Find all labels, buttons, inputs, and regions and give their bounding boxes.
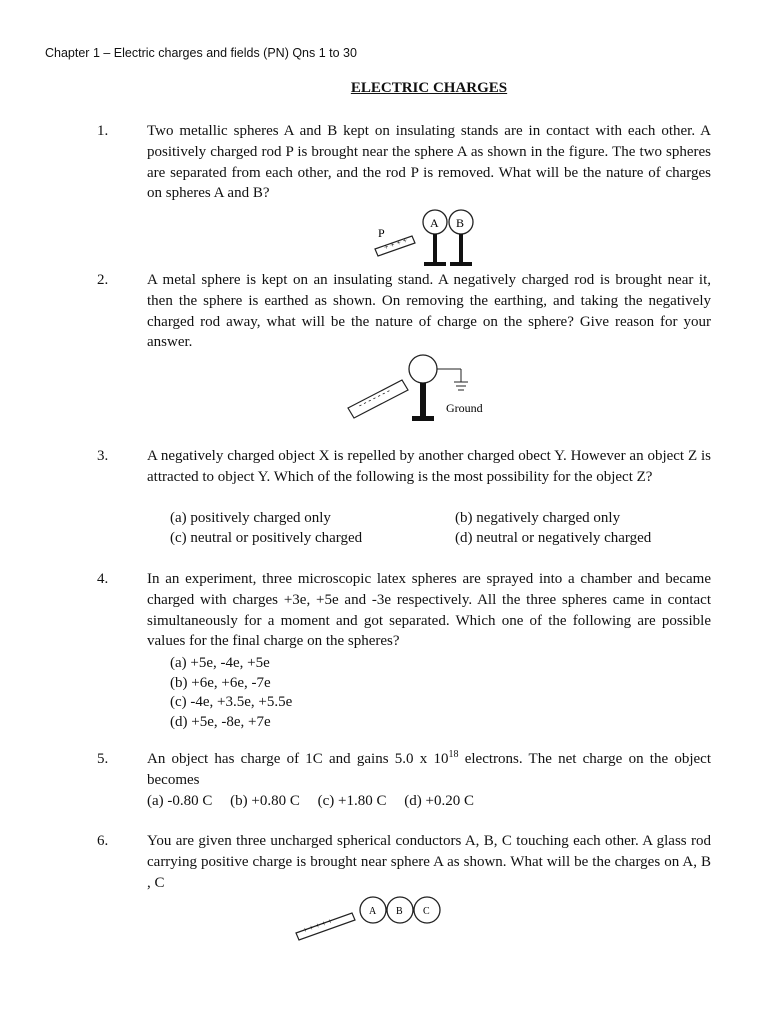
question-text <box>147 749 711 791</box>
stand-b <box>459 234 463 264</box>
question-number: 2. <box>97 272 109 288</box>
stand-base <box>412 416 434 421</box>
question-number: 6. <box>97 833 109 849</box>
insulating-stand <box>420 383 426 417</box>
figure-rod-two-spheres <box>360 205 490 270</box>
option-d: (d) +0.20 C <box>404 793 474 809</box>
stand-b-base <box>450 262 472 266</box>
options <box>147 791 488 812</box>
options <box>170 653 292 731</box>
ground-label: Ground <box>446 401 483 415</box>
option-c: (c) -4e, +3.5e, +5.5e <box>170 694 293 710</box>
option-d: (d) neutral or negatively charged <box>455 530 652 546</box>
rod-charges: - - - - - - - <box>356 385 392 410</box>
figure-three-spheres <box>290 893 450 945</box>
page-header: Chapter 1 – Electric charges and fields (PN) Qns 1 to 30 <box>45 46 357 60</box>
rod-charges: + + + + <box>382 235 409 252</box>
option-c: (c) +1.80 C <box>317 793 387 809</box>
option-c: (c) neutral or positively charged <box>170 530 363 546</box>
ground-symbol <box>437 369 468 390</box>
stand-a <box>433 234 437 264</box>
question-text-part: electrons. The net charge on the object becomes <box>147 751 711 788</box>
page-title: ELECTRIC CHARGES <box>350 80 508 96</box>
question-text-part: An object has charge of 1C and gains 5.0 x 10 <box>147 751 449 767</box>
stand-a-base <box>424 262 446 266</box>
sphere-a-label: A <box>369 906 377 917</box>
question-number: 1. <box>97 123 109 139</box>
option-a: (a) positively charged only <box>170 510 331 526</box>
rod-label: P <box>378 226 385 240</box>
question-text: A metal sphere is kept on an insulating stand. A negatively charged rod is brought near it, then the sphere is earthed as shown. On removing the earthing, and taking the negatively charged rod away, what will be the nature of charge on the sphere? Give reason for your answer. <box>147 272 711 351</box>
figure-earthed-sphere <box>340 350 510 430</box>
option-a: (a) -0.80 C <box>147 793 213 809</box>
option-b: (b) negatively charged only <box>455 510 621 526</box>
sphere-b-label: B <box>396 906 403 917</box>
option-d: (d) +5e, -8e, +7e <box>170 713 271 730</box>
options <box>170 508 710 548</box>
option-b: (b) +6e, +6e, -7e <box>170 674 271 691</box>
rod-charges: + + + + + <box>301 916 334 935</box>
glass-rod <box>296 913 355 940</box>
question-text: Two metallic spheres A and B kept on insulating stands are in contact with each other. A positively charged rod P is brought near the sphere A as shown in the figure. The two spheres are separated from each other, and the rod P is removed. What will be the nature of charges on spheres A and B? <box>147 123 711 202</box>
question-number: 3. <box>97 448 109 464</box>
exponent: 18 <box>448 749 459 760</box>
option-b: (b) +0.80 C <box>230 793 300 809</box>
sphere-c-label: C <box>423 906 430 917</box>
question-number: 4. <box>97 571 109 587</box>
sphere-a-label: A <box>430 216 439 230</box>
option-a: (a) +5e, -4e, +5e <box>170 655 270 671</box>
question-text: In an experiment, three microscopic latex spheres are sprayed into a chamber and became charged with charges +3e, +5e and -3e respectively. All the three spheres came in contact simultaneously for a moment and got separated. Which one of the following are possible values for the final charge on the spheres? <box>147 571 711 650</box>
question-text: A negatively charged object X is repelled by another charged obect Y. However an object Z is attracted to object Y. Which of the following is the most possibility for the object Z? <box>147 448 711 485</box>
negative-rod <box>348 380 408 418</box>
metal-sphere <box>409 355 437 383</box>
sphere-b-label: B <box>456 216 465 230</box>
question-text: You are given three uncharged spherical conductors A, B, C touching each other. A glass rod carrying positive charge is brought near sphere A as shown. What will be the charges on A, B , C <box>147 833 711 891</box>
question-number: 5. <box>97 751 109 767</box>
